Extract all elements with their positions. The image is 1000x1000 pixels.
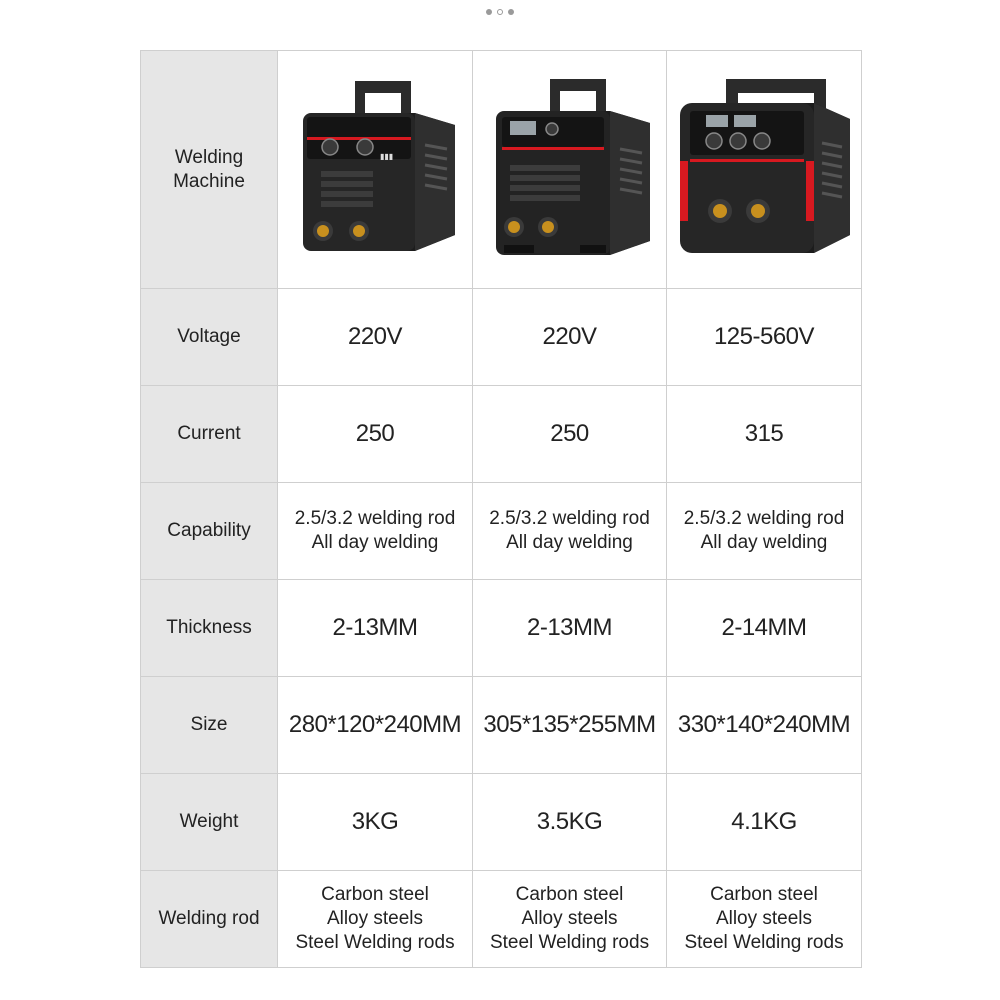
capability-line: All day welding: [700, 532, 828, 553]
welding-rod-line: Carbon steel: [710, 884, 818, 905]
pager-dot[interactable]: [508, 9, 514, 15]
size-value: 330*140*240MM: [667, 677, 862, 774]
row-welding-rod: [141, 871, 862, 968]
row-capability: [141, 483, 862, 580]
welding-rod-value: [667, 871, 862, 968]
machine-image-2: [473, 51, 667, 289]
current-value: 315: [667, 386, 862, 483]
capability-value: [667, 483, 862, 580]
machine-image-1: [278, 51, 473, 289]
row-label-welding-rod: Welding rod: [141, 871, 278, 968]
welding-rod-line: Alloy steels: [521, 908, 618, 929]
svg-text:▮▮▮: ▮▮▮: [380, 151, 394, 161]
welding-rod-line: Alloy steels: [326, 908, 424, 929]
thickness-value: 2-13MM: [278, 580, 473, 677]
welding-rod-value: [278, 871, 473, 968]
current-value: 250: [278, 386, 473, 483]
capability-line: 2.5/3.2 welding rod: [489, 508, 650, 529]
row-label-weight: Weight: [141, 774, 278, 871]
thickness-value: 2-14MM: [667, 580, 862, 677]
row-label-welding-machine: [141, 51, 278, 289]
label-line: Welding: [174, 146, 244, 168]
capability-line: All day welding: [506, 532, 633, 553]
size-value: 280*120*240MM: [278, 677, 473, 774]
row-welding-machine: [141, 51, 862, 289]
voltage-value: 220V: [473, 289, 667, 386]
row-thickness: [141, 580, 862, 677]
welder-illustration-2: [480, 75, 660, 265]
thickness-value: 2-13MM: [473, 580, 667, 677]
capability-line: 2.5/3.2 welding rod: [294, 508, 456, 529]
row-label-size: Size: [141, 677, 278, 774]
welding-rod-line: Carbon steel: [515, 884, 624, 905]
capability-value: [278, 483, 473, 580]
welding-rod-line: Carbon steel: [321, 884, 429, 905]
voltage-value: 125-560V: [667, 289, 862, 386]
capability-line: 2.5/3.2 welding rod: [683, 508, 845, 529]
welding-rod-line: Steel Welding rods: [489, 932, 650, 953]
label-line: Machine: [173, 170, 245, 192]
carousel-pager: [0, 9, 1000, 15]
welder-illustration-1: [285, 75, 465, 265]
weight-value: 3.5KG: [473, 774, 667, 871]
capability-line: All day welding: [311, 532, 439, 553]
size-value: 305*135*255MM: [473, 677, 667, 774]
row-label-voltage: Voltage: [141, 289, 278, 386]
welding-rod-line: Alloy steels: [715, 908, 813, 929]
weight-value: 3KG: [278, 774, 473, 871]
comparison-table: [140, 50, 862, 968]
capability-value: [473, 483, 667, 580]
welder-illustration-3: [674, 75, 854, 265]
welding-rod-line: Steel Welding rods: [684, 932, 844, 953]
pager-dot[interactable]: [486, 9, 492, 15]
row-label-capability: Capability: [141, 483, 278, 580]
row-size: [141, 677, 862, 774]
voltage-value: 220V: [278, 289, 473, 386]
pager-dot-active[interactable]: [497, 9, 503, 15]
row-label-thickness: Thickness: [141, 580, 278, 677]
row-label-current: Current: [141, 386, 278, 483]
row-current: [141, 386, 862, 483]
machine-image-3: [667, 51, 862, 289]
welding-rod-line: Steel Welding rods: [295, 932, 455, 953]
row-voltage: [141, 289, 862, 386]
current-value: 250: [473, 386, 667, 483]
row-weight: [141, 774, 862, 871]
weight-value: 4.1KG: [667, 774, 862, 871]
welding-rod-value: [473, 871, 667, 968]
